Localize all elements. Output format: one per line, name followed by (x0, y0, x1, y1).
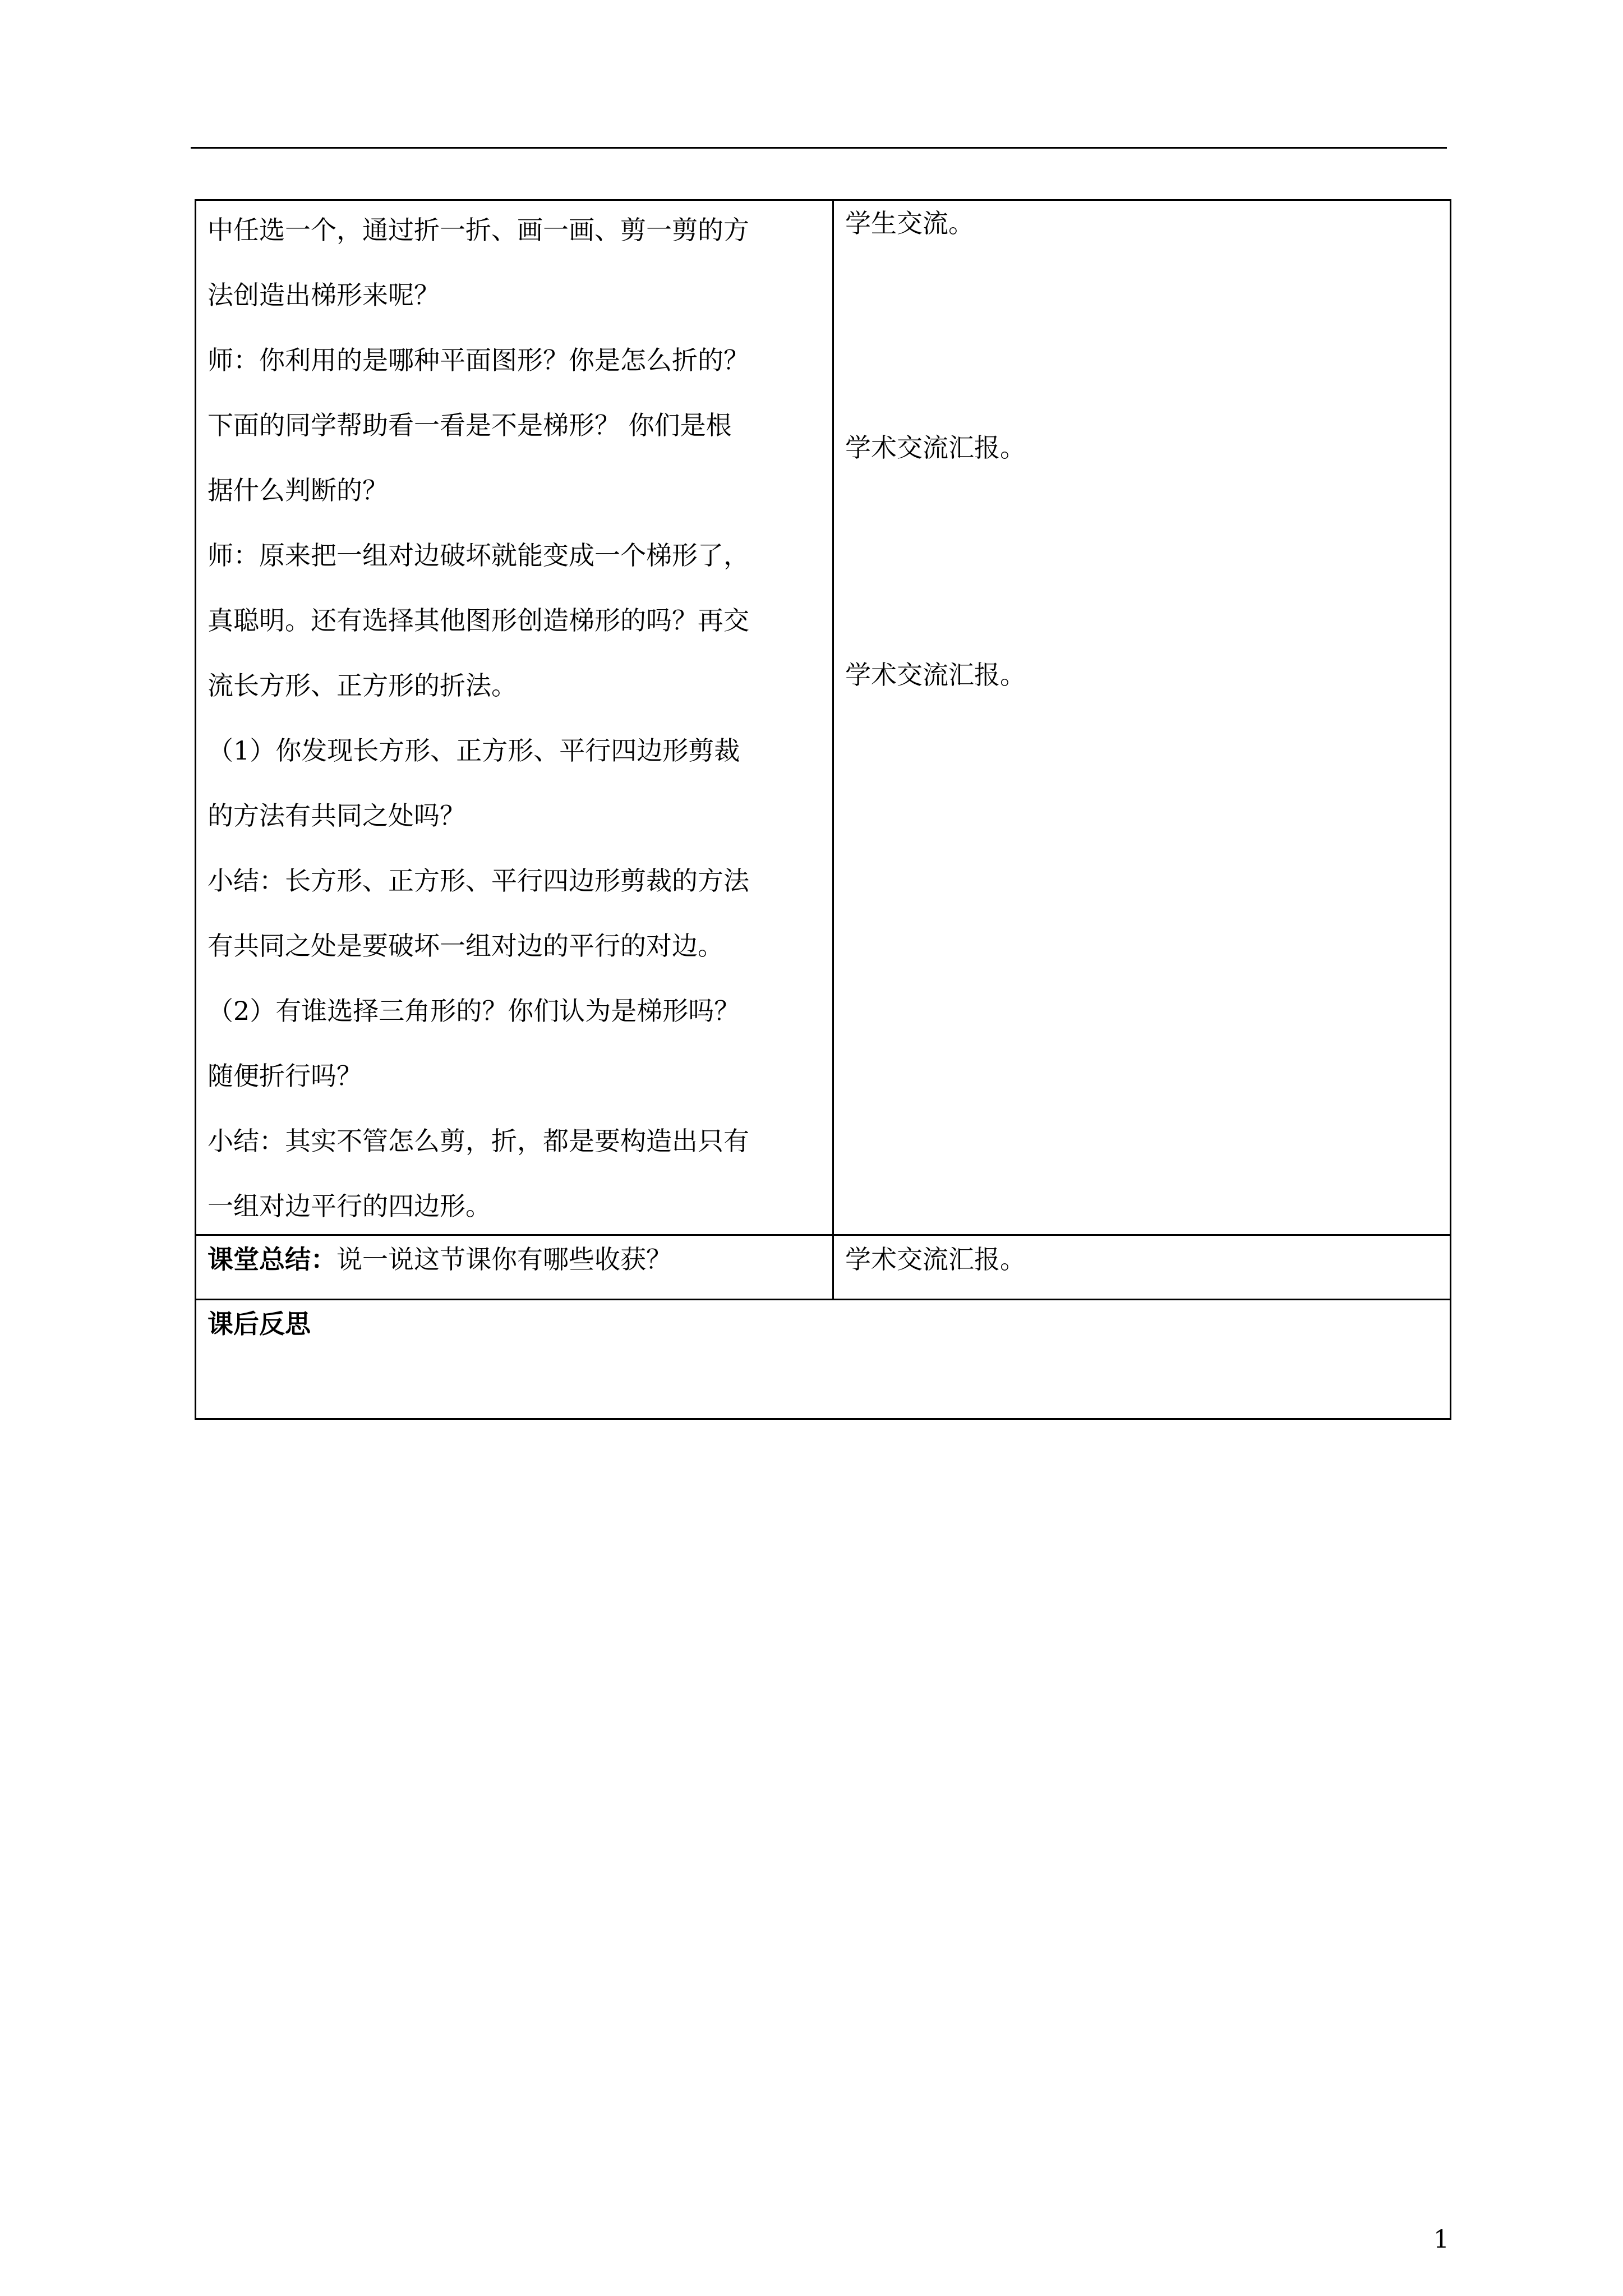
summary-cell (196, 1235, 833, 1300)
student-note: 学生交流。 (845, 208, 974, 238)
activity-line: 师：你利用的是哪种平面图形？你是怎么折的？ (208, 345, 749, 375)
activity-line: 下面的同学帮助看一看是不是梯形？ 你们是根 (208, 410, 732, 440)
summary-label: 课堂总结： (208, 1244, 336, 1274)
activity-line: 小结：其实不管怎么剪，折，都是要构造出只有 (208, 1126, 749, 1156)
activity-line: 有共同之处是要破坏一组对边的平行的对边。 (208, 931, 723, 961)
activity-line: 中任选一个，通过折一折、画一画、剪一剪的方 (208, 215, 749, 245)
activity-line: 师：原来把一组对边破坏就能变成一个梯形了， (208, 540, 749, 570)
reflection-cell (196, 1300, 1451, 1419)
header-rule (191, 147, 1447, 149)
reflection-row (196, 1300, 1451, 1419)
activity-line: 小结：长方形、正方形、平行四边形剪裁的方法 (208, 866, 749, 896)
activity-line: （1）你发现长方形、正方形、平行四边形剪裁 (208, 735, 740, 766)
activity-line: 的方法有共同之处吗？ (208, 800, 465, 831)
student-note: 学术交流汇报。 (845, 432, 1026, 463)
lesson-table (195, 199, 1451, 1420)
summary-text: 说一说这节课你有哪些收获？ (336, 1244, 672, 1274)
page-number: 1 (1433, 2225, 1449, 2254)
lesson-activity-row (196, 200, 1451, 1235)
activity-line: 据什么判断的？ (208, 475, 388, 505)
summary-note-cell (833, 1235, 1451, 1300)
activity-line: 法创造出梯形来呢？ (208, 280, 440, 310)
summary-row (196, 1235, 1451, 1300)
teacher-activity-text (208, 201, 821, 1234)
student-note: 学术交流汇报。 (845, 660, 1026, 690)
activity-line: 真聪明。还有选择其他图形创造梯形的吗？再交 (208, 605, 749, 636)
student-activity-cell (833, 200, 1451, 1235)
activity-line: 一组对边平行的四边形。 (208, 1191, 491, 1221)
activity-line: 流长方形、正方形的折法。 (208, 670, 517, 701)
reflection-label: 课后反思 (208, 1309, 311, 1339)
activity-line: （2）有谁选择三角形的？你们认为是梯形吗？ (208, 996, 740, 1026)
summary-note: 学术交流汇报。 (845, 1244, 1026, 1274)
teacher-activity-cell (196, 200, 833, 1235)
activity-line: 随便折行吗？ (208, 1061, 362, 1091)
